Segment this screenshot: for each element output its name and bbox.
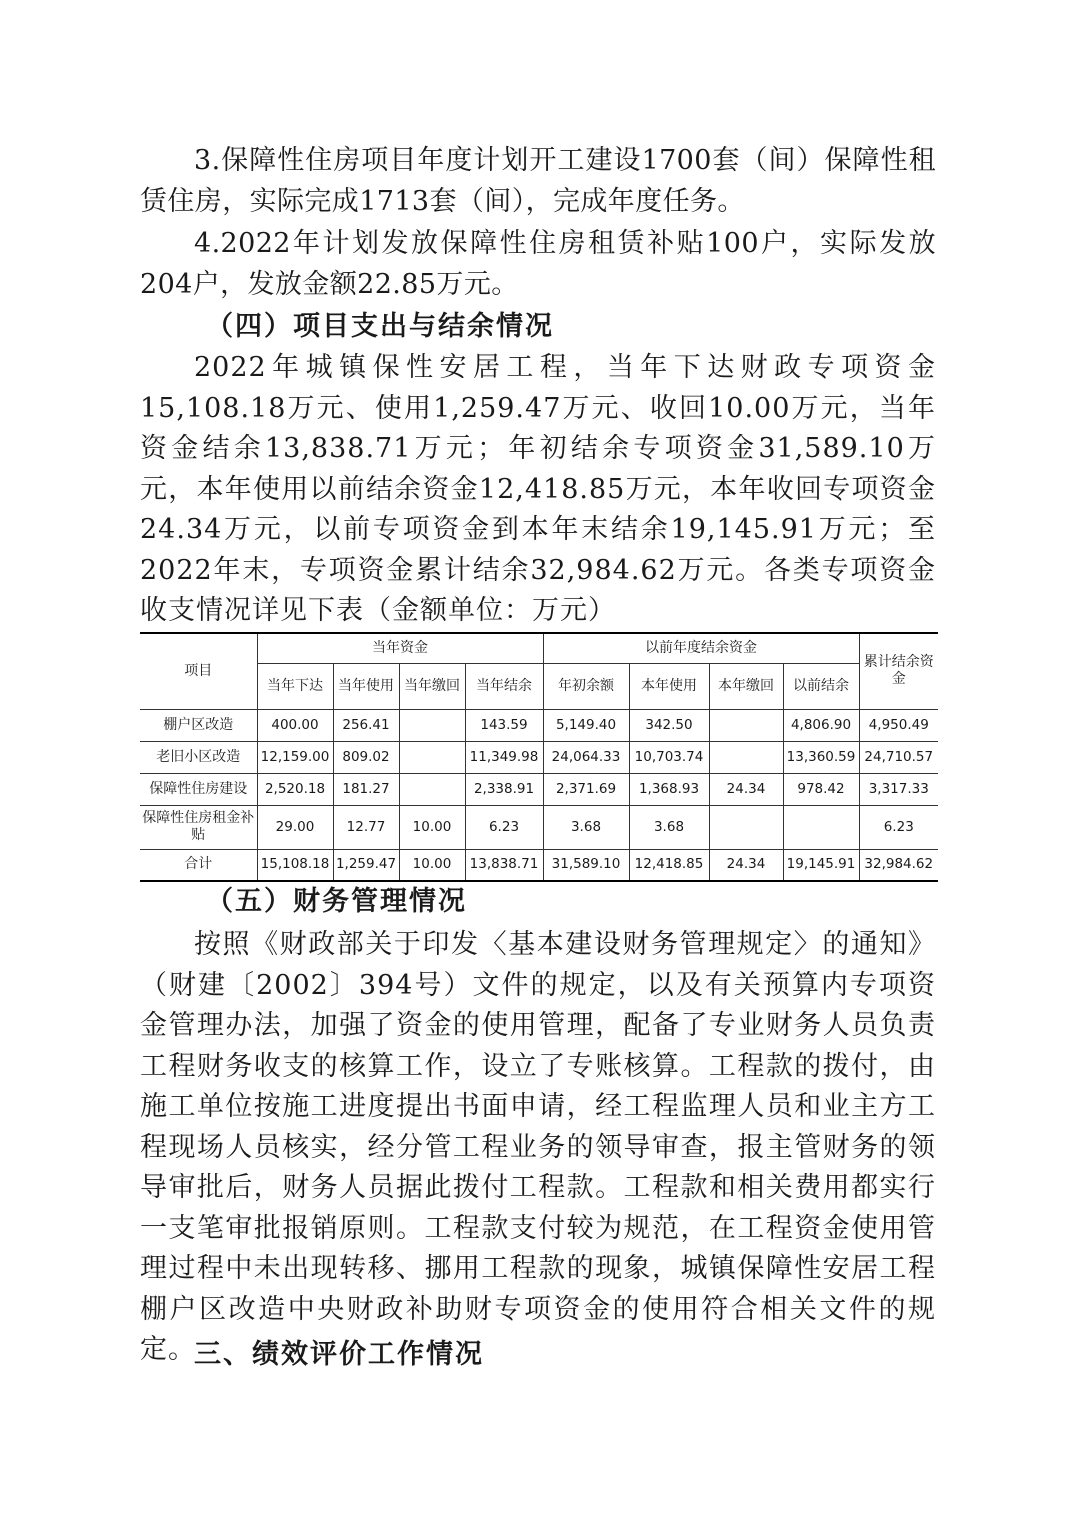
- table-cell: 2,338.91: [465, 773, 543, 805]
- table-cell: 10,703.74: [629, 741, 709, 773]
- paragraph-item-3: 3.保障性住房项目年度计划开工建设1700套（间）保障性租赁住房，实际完成1713套（间），完成年度任务。: [140, 145, 936, 217]
- table-cell: 12,418.85: [629, 849, 709, 881]
- table-cell: 3,317.33: [859, 773, 938, 805]
- table-cell: 13,360.59: [783, 741, 859, 773]
- table-cell: 400.00: [257, 709, 333, 741]
- table-cell: 24.34: [709, 773, 783, 805]
- table-cell: 1,259.47: [333, 849, 399, 881]
- heading-expenditure-balance: （四）项目支出与结余情况: [206, 311, 554, 342]
- header-col: 以前结余: [783, 663, 859, 709]
- header-col: 当年使用: [333, 663, 399, 709]
- table-row-total: [140, 849, 938, 881]
- table-cell: 978.42: [783, 773, 859, 805]
- table-cell: 6.23: [859, 805, 938, 849]
- table-cell: 11,349.98: [465, 741, 543, 773]
- table-cell: 29.00: [257, 805, 333, 849]
- table-row: [140, 805, 938, 849]
- header-col: 当年结余: [465, 663, 543, 709]
- table-cell: 15,108.18: [257, 849, 333, 881]
- header-col: 本年使用: [629, 663, 709, 709]
- table-cell: 181.27: [333, 773, 399, 805]
- paragraph-financial-management: 按照《财政部关于印发〈基本建设财务管理规定〉的通知》（财建〔2002〕394号）文件的规定，以及有关预算内专项资金管理办法，加强了资金的使用管理，配备了专业财务人员负责工程财务收支的核算工作，设立了专账核算。工程款的拨付，由施工单位按施工进度提出书面申请，经工程监理人员和业主方工程现场人员核实，经分管工程业务的领导审查，报主管财务的领导审批后，财务人员据此拨付工程款。工程款和相关费用都实行一支笔审批报销原则。工程款支付较为规范，在工程资金使用管理过程中未出现转移、挪用工程款的现象，城镇保障性安居工程棚户区改造中央财政补助财专项资金的使用符合相关文件的规定。: [140, 929, 936, 1365]
- table-cell: 32,984.62: [859, 849, 938, 881]
- table-cell: 5,149.40: [543, 709, 629, 741]
- table-cell: 3.68: [629, 805, 709, 849]
- table-cell: 4,806.90: [783, 709, 859, 741]
- paragraph-item-4: 4.2022年计划发放保障性住房租赁补贴100户，实际发放204户，发放金额22.85万元。: [140, 228, 936, 300]
- table-cell: [709, 805, 783, 849]
- section-heading-performance: 三、绩效评价工作情况: [194, 1339, 484, 1370]
- table-cell: 24,710.57: [859, 741, 938, 773]
- table-cell: 2,371.69: [543, 773, 629, 805]
- row-label: 合计: [140, 849, 257, 881]
- table-cell: 3.68: [543, 805, 629, 849]
- table-cell: 31,589.10: [543, 849, 629, 881]
- table-cell: 24.34: [709, 849, 783, 881]
- table-cell: [783, 805, 859, 849]
- header-prior-year-balance: 以前年度结余资金: [543, 633, 859, 663]
- table-row: [140, 773, 938, 805]
- table-cell: 12,159.00: [257, 741, 333, 773]
- header-col: 当年缴回: [399, 663, 465, 709]
- table-cell: [709, 709, 783, 741]
- row-label: 保障性住房租金补贴: [140, 805, 257, 849]
- row-label: 棚户区改造: [140, 709, 257, 741]
- header-col: 本年缴回: [709, 663, 783, 709]
- table-cell: 13,838.71: [465, 849, 543, 881]
- table-cell: 6.23: [465, 805, 543, 849]
- paragraph-funds-summary: 2022年城镇保性安居工程，当年下达财政专项资金15,108.18万元、使用1,259.47万元、收回10.00万元，当年资金结余13,838.71万元；年初结余专项资金31,589.10万元，本年使用以前结余资金12,418.85万元，本年收回专项资金24.34万元，以前专项资金到本年末结余19,145.91万元；至2022年末，专项资金累计结余32,984.62万元。各类专项资金收支情况详见下表（金额单位：万元）: [140, 352, 936, 626]
- table-cell: [399, 773, 465, 805]
- table-row: [140, 741, 938, 773]
- table-cell: [399, 741, 465, 773]
- table-cell: [399, 709, 465, 741]
- table-cell: 809.02: [333, 741, 399, 773]
- row-label: 老旧小区改造: [140, 741, 257, 773]
- header-item: 项目: [140, 633, 257, 709]
- funds-table: [140, 632, 938, 882]
- table-row: [140, 709, 938, 741]
- header-current-year-funds: 当年资金: [257, 633, 543, 663]
- header-col: 当年下达: [257, 663, 333, 709]
- table-cell: 4,950.49: [859, 709, 938, 741]
- table-cell: 10.00: [399, 805, 465, 849]
- table-cell: 12.77: [333, 805, 399, 849]
- heading-financial-management: （五）财务管理情况: [206, 886, 467, 917]
- table-cell: 24,064.33: [543, 741, 629, 773]
- header-cumulative-balance: 累计结余资金: [859, 633, 938, 709]
- table-cell: 342.50: [629, 709, 709, 741]
- table-cell: 143.59: [465, 709, 543, 741]
- header-col: 年初余额: [543, 663, 629, 709]
- table-cell: 256.41: [333, 709, 399, 741]
- table-cell: [709, 741, 783, 773]
- table-cell: 10.00: [399, 849, 465, 881]
- table-cell: 1,368.93: [629, 773, 709, 805]
- table-cell: 19,145.91: [783, 849, 859, 881]
- row-label: 保障性住房建设: [140, 773, 257, 805]
- table-cell: 2,520.18: [257, 773, 333, 805]
